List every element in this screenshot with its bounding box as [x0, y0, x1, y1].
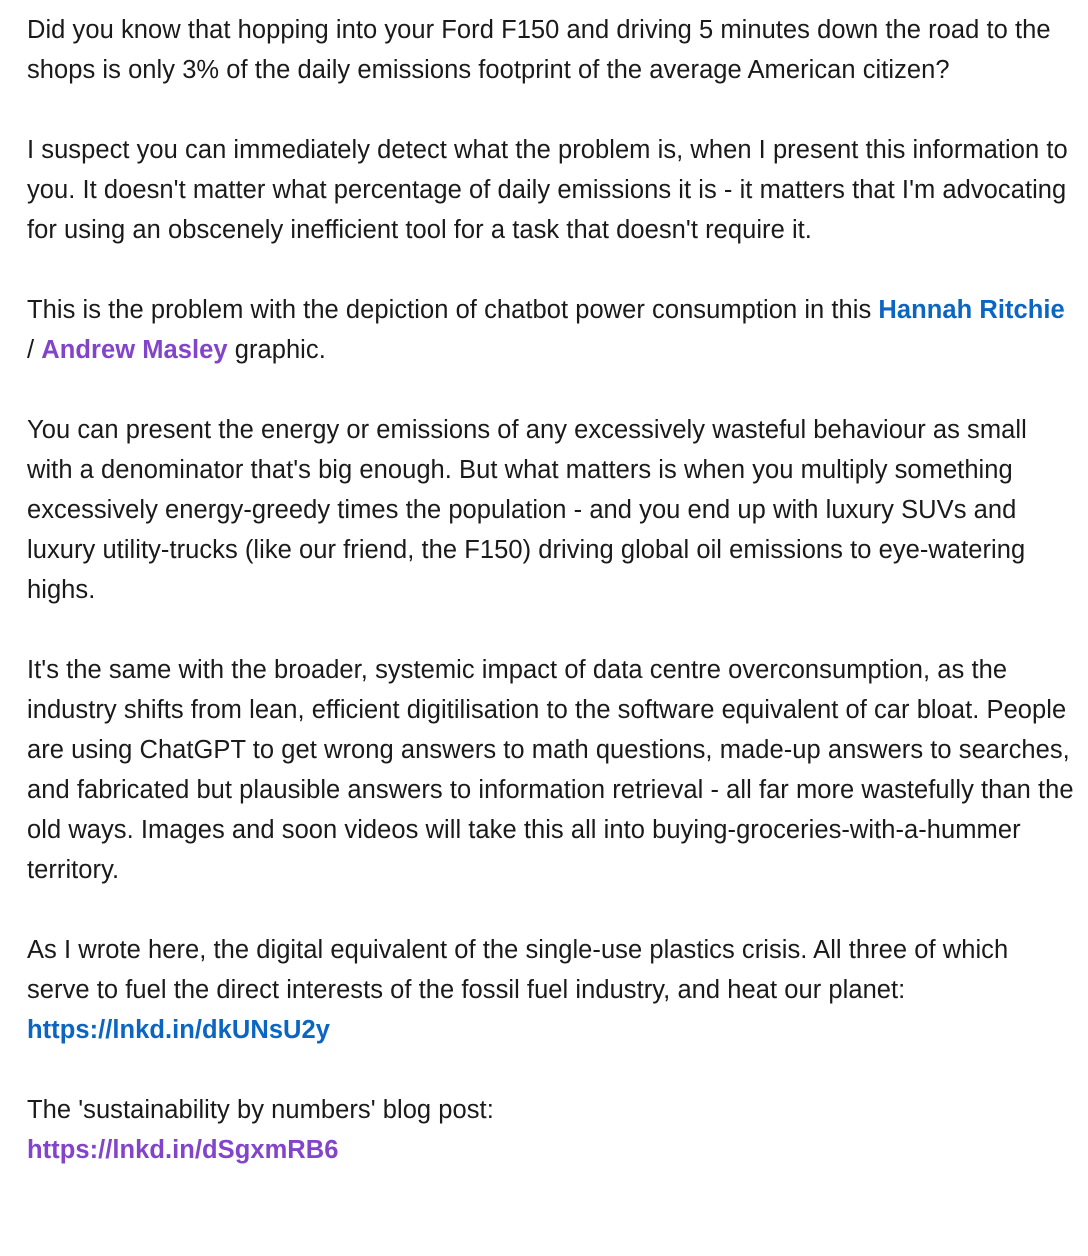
- post-paragraph-7: [27, 1090, 1077, 1170]
- article-link[interactable]: https://lnkd.in/dkUNsU2y: [27, 1016, 330, 1044]
- paragraph-3-text-after: graphic.: [227, 336, 326, 364]
- mention-andrew-masley[interactable]: Andrew Masley: [41, 336, 228, 364]
- post-paragraph-5: It's the same with the broader, systemic impact of data centre overconsumption, as the industry shifts from lean, efficient digitilisation to the software equivalent of car bloat. People are using ChatGPT to get wrong answers to math questions, made-up answers to searches, and fabricated but plausible answers to information retrieval - all far more wastefully than the old ways. Images and soon videos will take this all into buying-groceries-with-a-hummer territory.: [27, 656, 1074, 884]
- post-paragraph-6: [27, 930, 1077, 1050]
- post-paragraph-1: Did you know that hopping into your Ford F150 and driving 5 minutes down the road to the shops is only 3% of the daily emissions footprint of the average American citizen?: [27, 16, 1051, 84]
- post-paragraph-4: You can present the energy or emissions of any excessively wasteful behaviour as small with a denominator that's big enough. But what matters is when you multiply something excessively energy-greedy times the population - and you end up with luxury SUVs and luxury utility-trucks (like our friend, the F150) driving global oil emissions to eye-watering highs.: [27, 416, 1027, 604]
- post-body: [27, 10, 1077, 1170]
- mention-hannah-ritchie[interactable]: Hannah Ritchie: [878, 296, 1065, 324]
- blog-post-link[interactable]: https://lnkd.in/dSgxmRB6: [27, 1136, 339, 1164]
- mention-separator: /: [27, 336, 42, 364]
- paragraph-6-text: As I wrote here, the digital equivalent of the single-use plastics crisis. All three of which serve to fuel the direct interests of the fossil fuel industry, and heat our planet:: [27, 936, 1009, 1004]
- paragraph-3-text-before: This is the problem with the depiction of chatbot power consumption in this: [27, 296, 879, 324]
- post-paragraph-3: [27, 290, 1077, 370]
- post-paragraph-2: I suspect you can immediately detect what the problem is, when I present this information to you. It doesn't matter what percentage of daily emissions it is - it matters that I'm advocating for using an obscenely inefficient tool for a task that doesn't require it.: [27, 136, 1068, 244]
- paragraph-7-text: The 'sustainability by numbers' blog post:: [27, 1096, 494, 1124]
